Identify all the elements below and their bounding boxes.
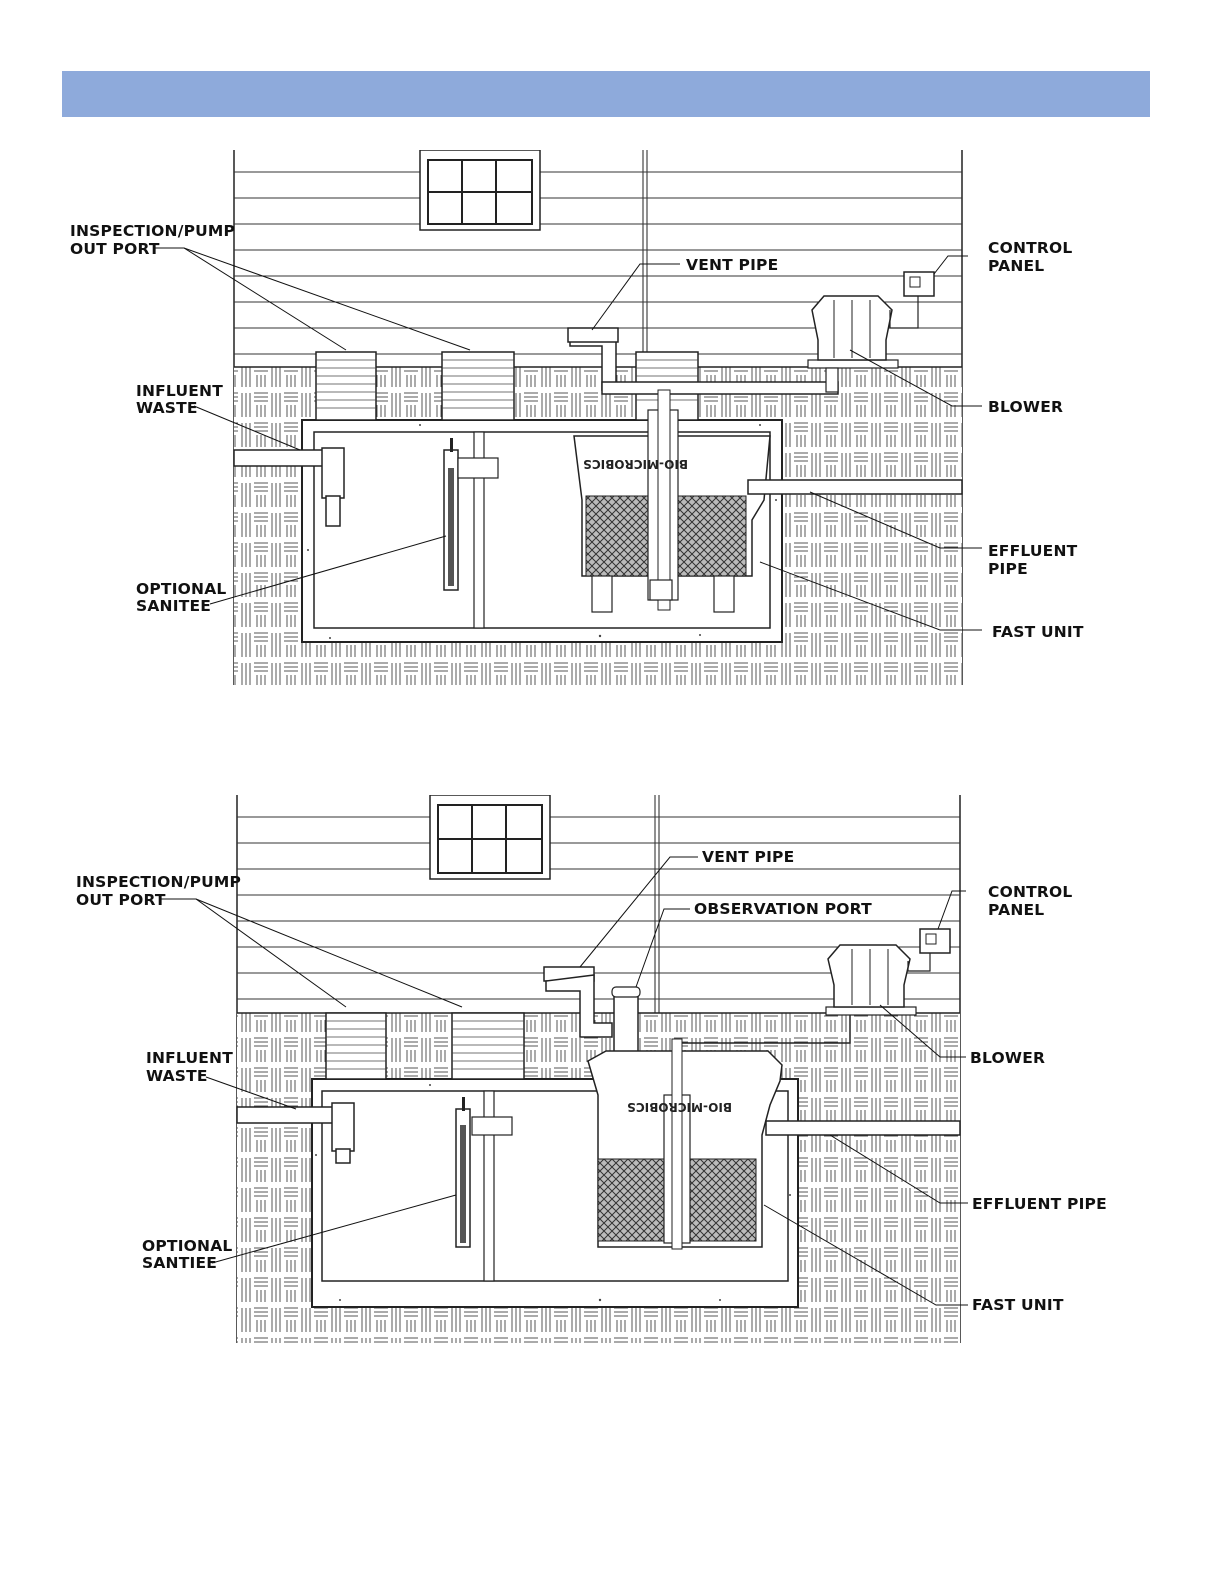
label-optional-line1: OPTIONAL: [136, 580, 227, 598]
effluent-pipe: [766, 1121, 960, 1135]
label-inspection-line1: INSPECTION/PUMP: [70, 222, 236, 240]
inspection-port-riser-1: [326, 1013, 386, 1079]
inspection-port-riser-2: [442, 352, 514, 420]
label-effluent-line1: EFFLUENT: [988, 542, 1078, 560]
vent-pipe: [568, 328, 838, 394]
label-inspection-line2: OUT PORT: [76, 891, 166, 909]
house-window: [430, 795, 550, 879]
label-optional-line1: OPTIONAL: [142, 1237, 233, 1255]
label-vent-pipe: VENT PIPE: [686, 256, 779, 274]
fast-unit-brand-mark: BIO-MICROBICS: [583, 457, 688, 471]
label-influent-line1: INFLUENT: [146, 1049, 233, 1067]
label-effluent-pipe: EFFLUENT PIPE: [972, 1195, 1107, 1213]
label-fast-unit: FAST UNIT: [972, 1296, 1064, 1314]
label-vent-pipe: VENT PIPE: [702, 848, 795, 866]
inspection-port-riser-2: [452, 1013, 524, 1079]
figure-2-svg: [0, 795, 1224, 1347]
inspection-port-riser-1: [316, 352, 376, 420]
control-panel: [890, 272, 934, 328]
figure-2-diagram: [0, 795, 1224, 1347]
label-control-line2: PANEL: [988, 901, 1045, 919]
label-effluent-line2: PIPE: [988, 560, 1028, 578]
label-optional-line2: SANTIEE: [142, 1254, 218, 1272]
fast-unit: [588, 1039, 782, 1249]
house-window: [420, 150, 540, 230]
label-inspection-line2: OUT PORT: [70, 240, 160, 258]
control-panel: [908, 929, 950, 971]
effluent-pipe: [748, 480, 962, 494]
figure-1-svg: [0, 150, 1224, 690]
label-blower: BLOWER: [970, 1049, 1046, 1067]
label-fast-unit: FAST UNIT: [992, 623, 1084, 641]
label-influent-line1: INFLUENT: [136, 382, 223, 400]
label-blower: BLOWER: [988, 398, 1064, 416]
label-control-line1: CONTROL: [988, 883, 1073, 901]
label-optional-line2: SANITEE: [136, 597, 212, 615]
figure-1-diagram: [0, 150, 1224, 690]
label-influent-line2: WASTE: [146, 1067, 208, 1085]
label-inspection-line1: INSPECTION/PUMP: [76, 873, 242, 891]
label-control-line1: CONTROL: [988, 239, 1073, 257]
fast-unit-brand-mark: BIO-MICROBICS: [627, 1100, 732, 1114]
label-control-line2: PANEL: [988, 257, 1045, 275]
label-observation-port: OBSERVATION PORT: [694, 900, 872, 918]
header-bar: [62, 71, 1150, 117]
label-influent-line2: WASTE: [136, 399, 198, 417]
